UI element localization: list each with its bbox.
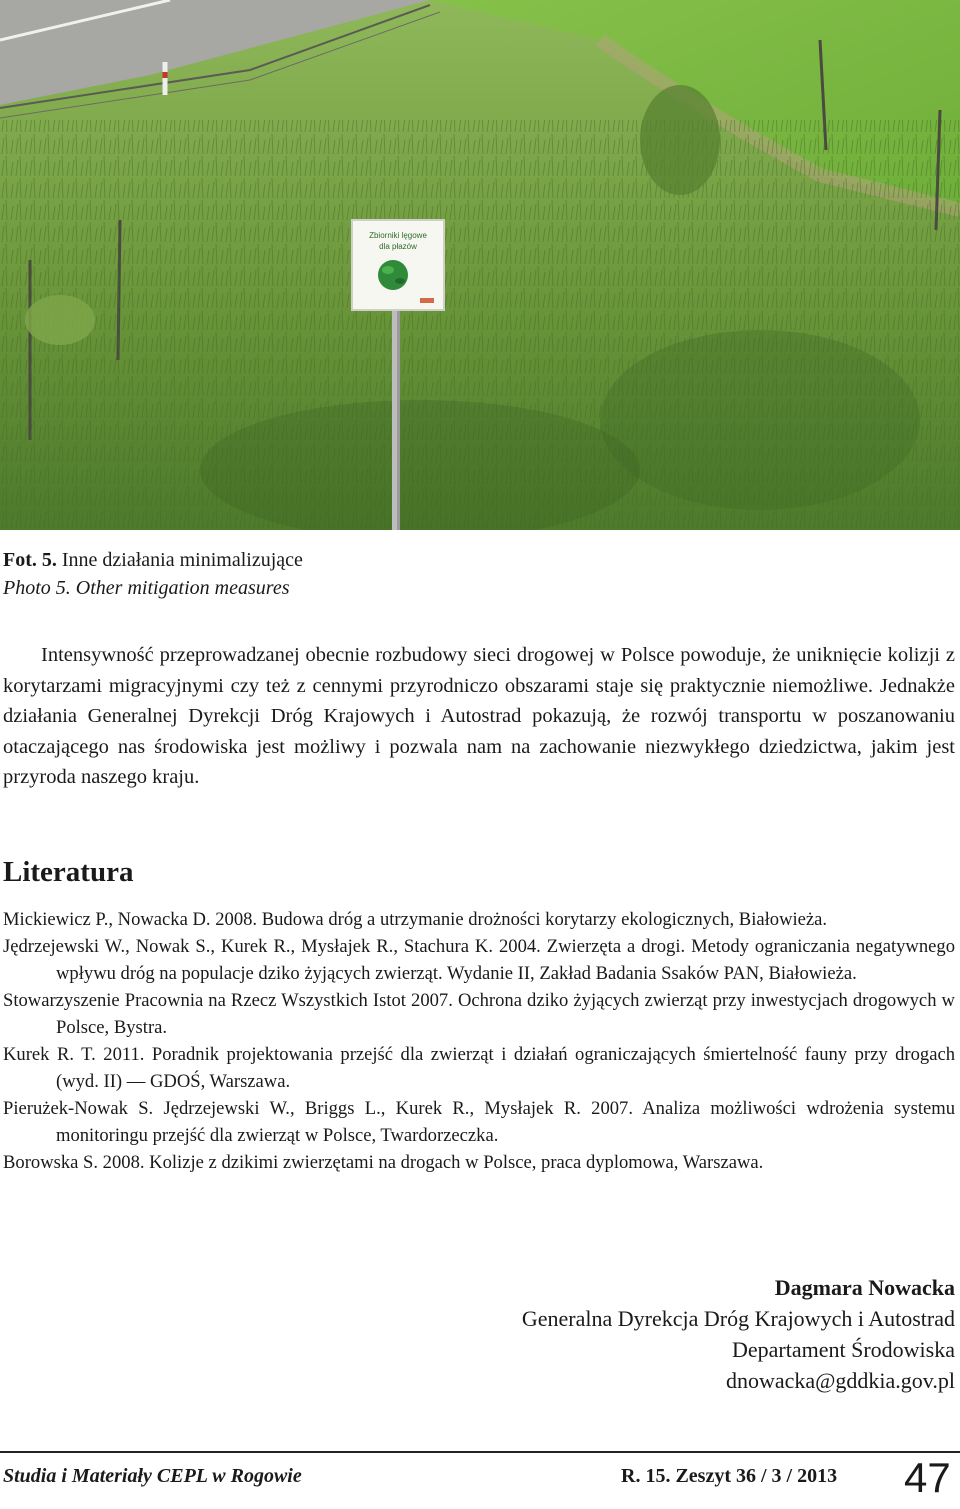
reference-item: Jędrzejewski W., Nowak S., Kurek R., Mysłajek R., Stachura K. 2004. Zwierzęta a drogi. Metody ograniczania negatywnego wpływu dróg na populacje dziko żyjących zwierząt. Wydanie II, Zakład Badania Ssaków PAN, Białowieża. — [3, 936, 955, 984]
journal-title: Studia i Materiały CEPL w Rogowie — [3, 1465, 302, 1487]
body-text — [3, 640, 955, 793]
sign-text-line2: dla płazów — [379, 242, 417, 251]
author-name: Dagmara Nowacka — [774, 1275, 955, 1300]
reference-item: Kurek R. T. 2011. Poradnik projektowania przejść dla zwierząt i działań ograniczających śmiertelność fauny przy drogach (wyd. II) — GDOŚ, Warszawa. — [3, 1044, 955, 1092]
photo-grass-field-with-sign — [0, 0, 960, 530]
footer-divider — [0, 1451, 960, 1453]
caption-pl-label: Fot. 5. — [3, 549, 57, 571]
page-number: 47 — [904, 1454, 951, 1501]
literature-heading: Literatura — [3, 856, 134, 888]
author-email[interactable]: dnowacka@gddkia.gov.pl — [725, 1368, 955, 1393]
frog-icon — [378, 260, 408, 290]
caption-english — [3, 574, 303, 602]
issue-info: R. 15. Zeszyt 36 / 3 / 2013 — [621, 1465, 838, 1487]
reference-item: Stowarzyszenie Pracownia na Rzecz Wszystkich Istot 2007. Ochrona dziko żyjących zwierząt przy inwestycjach drogowych w Polsce, Bystra. — [3, 990, 955, 1038]
caption-pl-text: Inne działania minimalizujące — [61, 549, 303, 571]
caption-en-label: Photo 5. — [3, 577, 71, 599]
author-department: Departament Środowiska — [732, 1337, 955, 1362]
sign-text-line1: Zbiorniki lęgowe — [369, 231, 427, 240]
reference-list — [3, 906, 955, 1176]
reference-item: Pierużek-Nowak S. Jędrzejewski W., Briggs L., Kurek R., Mysłajek R. 2007. Analiza możliwości wdrożenia systemu monitoringu przejść dla zwierząt w Polsce, Twardorzeczka. — [3, 1098, 955, 1146]
caption-polish — [3, 546, 303, 574]
reference-item: Borowska S. 2008. Kolizje z dzikimi zwierzętami na drogach w Polsce, praca dyplomowa, Warszawa. — [3, 1152, 764, 1173]
author-organization: Generalna Dyrekcja Dróg Krajowych i Autostrad — [521, 1306, 955, 1331]
caption-en-text: Other mitigation measures — [75, 577, 290, 599]
reference-item: Mickiewicz P., Nowacka D. 2008. Budowa dróg a utrzymanie drożności korytarzy ekologicznych, Białowieża. — [3, 909, 828, 930]
author-signature — [522, 1272, 955, 1396]
photo-caption — [3, 546, 303, 602]
body-paragraph: Intensywność przeprowadzanej obecnie rozbudowy sieci drogowej w Polsce powoduje, że uniknięcie kolizji z korytarzami migracyjnymi czy też z cennymi przyrodniczo obszarami staje się praktycznie niemożliwe. Jednakże działania Generalnej Dyrekcji Dróg Krajowych i Autostrad pokazują, że rozwój transportu w poszanowaniu otaczającego nas środowiska jest możliwy i pozwala nam na zachowanie niezwykłego dziedzictwa, jakim jest przyroda naszego kraju. — [3, 644, 955, 788]
